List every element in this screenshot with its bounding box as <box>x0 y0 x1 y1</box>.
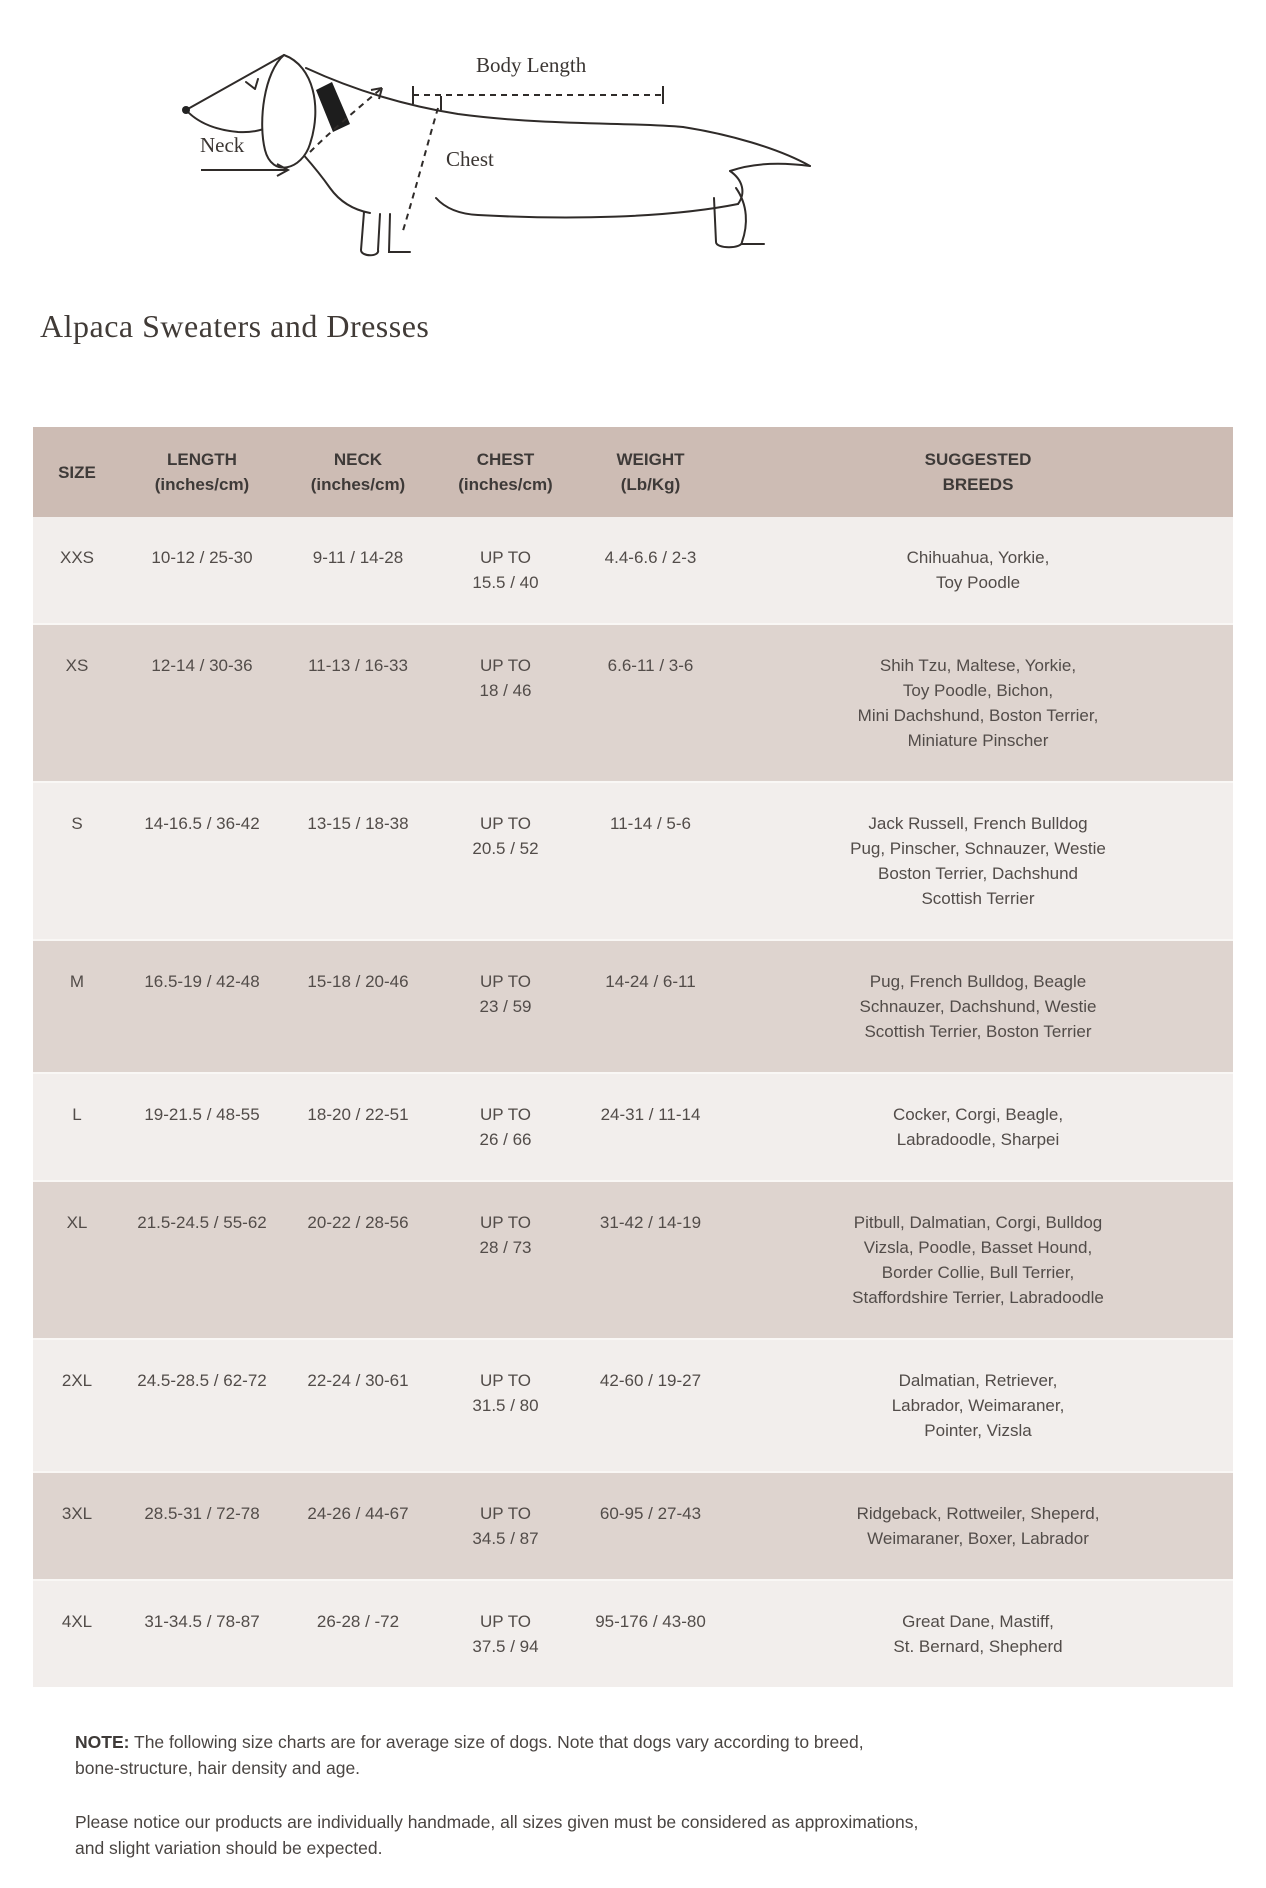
cell-size: L <box>33 1073 121 1181</box>
note-text: The following size charts are for average size of dogs. Note that dogs vary according to breed, bone-structure, hair density and age. <box>75 1732 864 1778</box>
cell-weight: 24-31 / 11-14 <box>578 1073 723 1181</box>
cell-breeds: Pitbull, Dalmatian, Corgi, Bulldog Vizsla, Poodle, Basset Hound, Border Collie, Bull Terrier, Staffordshire Terrier, Labradoodle <box>723 1181 1233 1339</box>
table-row-xs <box>33 624 1233 782</box>
table-row-3xl <box>33 1472 1233 1580</box>
cell-size: 4XL <box>33 1580 121 1687</box>
cell-weight: 42-60 / 19-27 <box>578 1339 723 1472</box>
table-row-2xl <box>33 1339 1233 1472</box>
chest-measure-line <box>402 108 438 234</box>
cell-breeds: Cocker, Corgi, Beagle, Labradoodle, Sharpei <box>723 1073 1233 1181</box>
cell-chest: UP TO 15.5 / 40 <box>472 548 539 592</box>
header-row <box>33 427 1233 517</box>
notes-section <box>75 1729 1196 1861</box>
cell-chest: UP TO 20.5 / 52 <box>433 782 578 940</box>
header-weight: WEIGHT (Lb/Kg) <box>578 427 723 517</box>
size-chart-table <box>33 427 1233 1687</box>
cell-length: 28.5-31 / 72-78 <box>121 1472 283 1580</box>
cell-size: S <box>33 782 121 940</box>
cell-chest: UP TO 28 / 73 <box>433 1181 578 1339</box>
chest-label: Chest <box>446 147 494 171</box>
cell-weight: 11-14 / 5-6 <box>578 782 723 940</box>
table-row-xl <box>33 1181 1233 1339</box>
cell-neck: 22-24 / 30-61 <box>283 1339 433 1472</box>
cell-breeds: Pug, French Bulldog, Beagle Schnauzer, Dachshund, Westie Scottish Terrier, Boston Terrier <box>723 940 1233 1073</box>
cell-size: XL <box>33 1181 121 1339</box>
cell-chest: UP TO 23 / 59 <box>433 940 578 1073</box>
cell-length: 16.5-19 / 42-48 <box>121 940 283 1073</box>
table-row-m <box>33 940 1233 1073</box>
note-label: NOTE: <box>75 1732 130 1752</box>
cell-neck: 24-26 / 44-67 <box>283 1472 433 1580</box>
table-row-4xl <box>33 1580 1233 1687</box>
table-row-s <box>33 782 1233 940</box>
table-row-xxs <box>33 517 1233 624</box>
body-length-measure-line <box>413 86 663 104</box>
cell-neck: 18-20 / 22-51 <box>283 1073 433 1181</box>
cell-size: M <box>33 940 121 1073</box>
cell-size: XS <box>33 624 121 782</box>
dog-measurement-diagram <box>0 0 1266 262</box>
cell-weight: 95-176 / 43-80 <box>578 1580 723 1687</box>
header-length: LENGTH (inches/cm) <box>121 427 283 517</box>
cell-weight: 14-24 / 6-11 <box>578 940 723 1073</box>
size-note <box>75 1729 1196 1781</box>
cell-chest: UP TO 26 / 66 <box>433 1073 578 1181</box>
cell-length: 10-12 / 25-30 <box>151 548 253 567</box>
header-chest: CHEST (inches/cm) <box>433 427 578 517</box>
cell-size: 3XL <box>33 1472 121 1580</box>
cell-size: 2XL <box>33 1339 121 1472</box>
cell-chest: UP TO 18 / 46 <box>433 624 578 782</box>
cell-length: 14-16.5 / 36-42 <box>121 782 283 940</box>
cell-weight: 60-95 / 27-43 <box>578 1472 723 1580</box>
cell-neck: 15-18 / 20-46 <box>283 940 433 1073</box>
cell-breeds: Ridgeback, Rottweiler, Sheperd, Weimaraner, Boxer, Labrador <box>723 1472 1233 1580</box>
cell-length: 12-14 / 30-36 <box>121 624 283 782</box>
handmade-note: Please notice our products are individually handmade, all sizes given must be considered as approximations, and slight variation should be expected. <box>75 1812 919 1858</box>
header-size: SIZE <box>33 427 121 517</box>
cell-size: XXS <box>59 548 95 567</box>
neck-label: Neck <box>200 133 245 157</box>
cell-neck: 13-15 / 18-38 <box>283 782 433 940</box>
cell-chest: UP TO 31.5 / 80 <box>433 1339 578 1472</box>
cell-breeds: Dalmatian, Retriever, Labrador, Weimaraner, Pointer, Vizsla <box>723 1339 1233 1472</box>
header-neck: NECK (inches/cm) <box>283 427 433 517</box>
cell-breeds: Chihuahua, Yorkie, Toy Poodle <box>906 548 1050 592</box>
dachshund-illustration <box>158 30 828 262</box>
dog-collar <box>316 82 350 132</box>
cell-neck: 26-28 / -72 <box>283 1580 433 1687</box>
cell-length: 21.5-24.5 / 55-62 <box>121 1181 283 1339</box>
cell-neck: 11-13 / 16-33 <box>283 624 433 782</box>
table-header <box>33 427 1233 517</box>
cell-length: 24.5-28.5 / 62-72 <box>121 1339 283 1472</box>
cell-chest: UP TO 34.5 / 87 <box>433 1472 578 1580</box>
cell-length: 19-21.5 / 48-55 <box>121 1073 283 1181</box>
cell-weight: 31-42 / 14-19 <box>578 1181 723 1339</box>
cell-chest: UP TO 37.5 / 94 <box>433 1580 578 1687</box>
cell-length: 31-34.5 / 78-87 <box>121 1580 283 1687</box>
cell-breeds: Shih Tzu, Maltese, Yorkie, Toy Poodle, Bichon, Mini Dachshund, Boston Terrier, Miniature Pinscher <box>723 624 1233 782</box>
page-title: Alpaca Sweaters and Dresses <box>40 308 430 344</box>
table-body <box>33 517 1233 1687</box>
dog-nose <box>182 106 190 114</box>
cell-weight: 4.4-6.6 / 2-3 <box>604 548 697 567</box>
table-row-l <box>33 1073 1233 1181</box>
body-length-label: Body Length <box>476 53 587 77</box>
cell-breeds: Great Dane, Mastiff, St. Bernard, Shepherd <box>723 1580 1233 1687</box>
cell-breeds: Jack Russell, French Bulldog Pug, Pinscher, Schnauzer, Westie Boston Terrier, Dachshund Scottish Terrier <box>723 782 1233 940</box>
cell-neck: 9-11 / 14-28 <box>312 548 404 567</box>
cell-weight: 6.6-11 / 3-6 <box>578 624 723 782</box>
header-breeds: SUGGESTED BREEDS <box>723 427 1233 517</box>
cell-neck: 20-22 / 28-56 <box>283 1181 433 1339</box>
